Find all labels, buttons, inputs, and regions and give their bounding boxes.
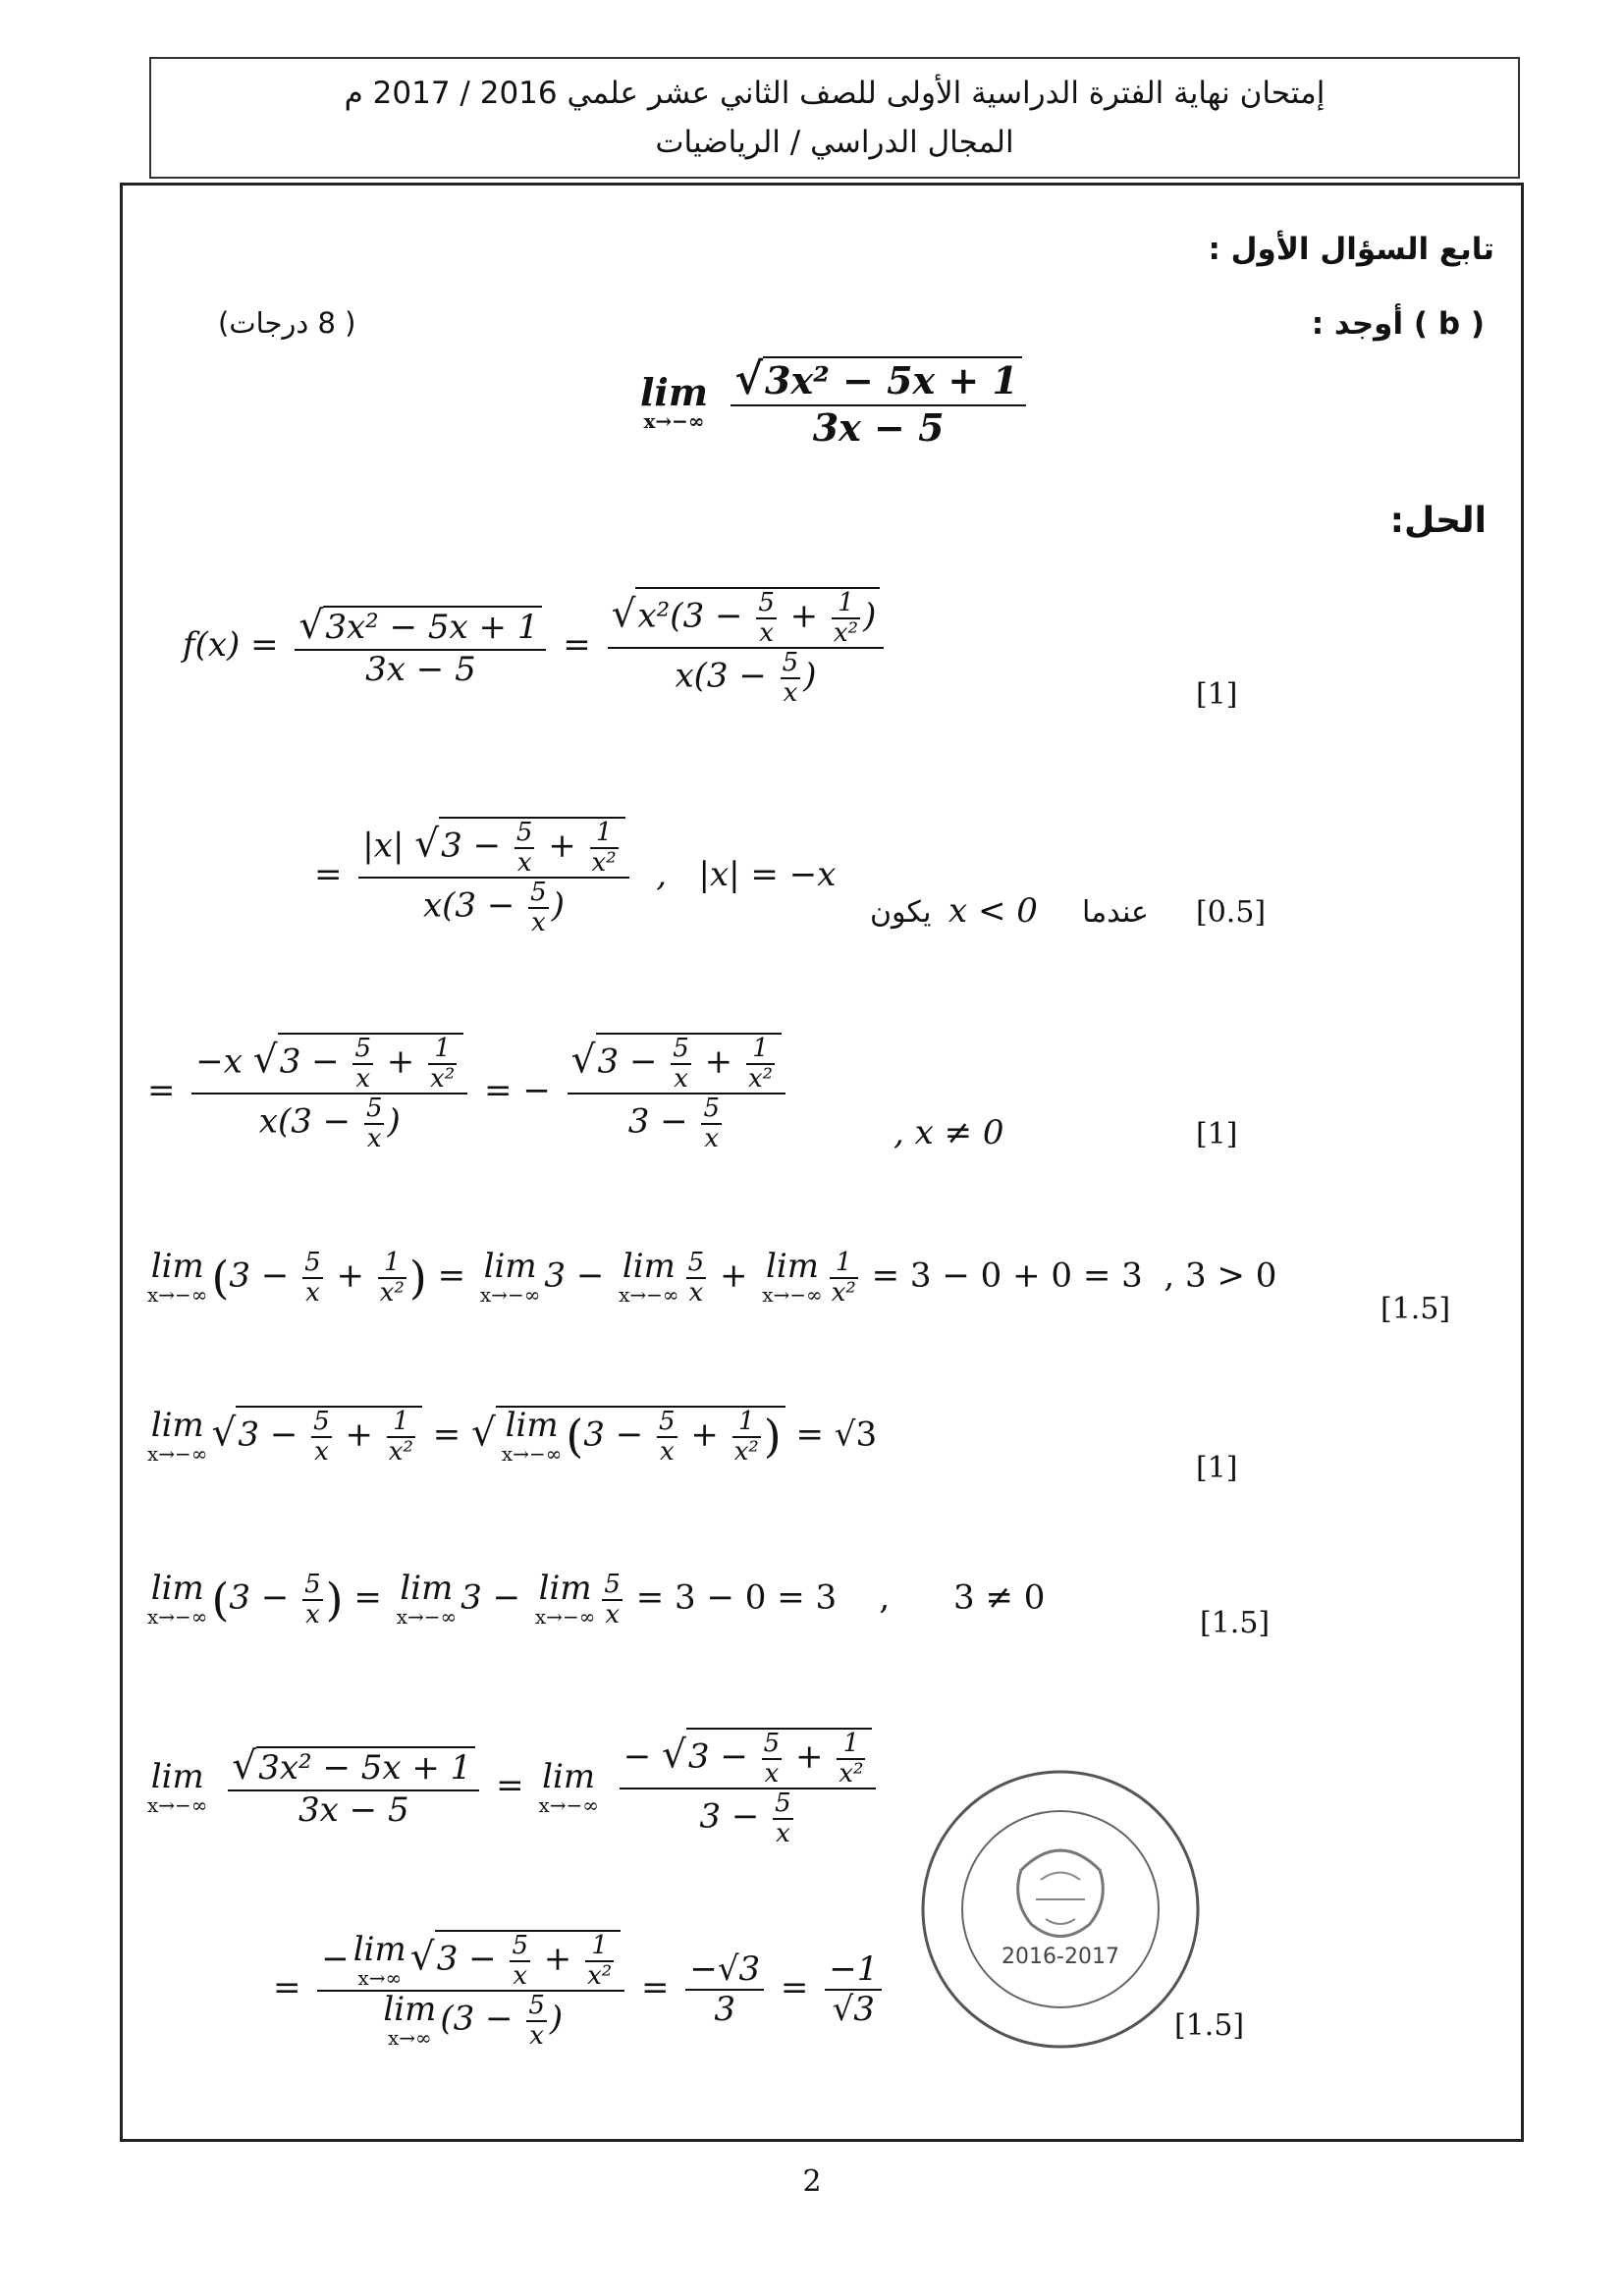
step-6-expression: lim x→−∞ (3 − $\frac{5}{x}$ ) = lim x→−∞ 3 − lim x→−∞ $\frac{5}{x}$ = 3 − 0 = 3 , 3 ≠ 0 [147, 1569, 1046, 1629]
problem-expression: lim x→−∞ $\frac{\text{√3x² − 5x + 1}}{3x - 5}$ [636, 355, 1032, 450]
step-2-condition: x < 0 [948, 891, 1038, 931]
step-7-expression: lim x→−∞ $\frac{\text{√3x² − 5x + 1}}{3x - 5}$ = lim x→−∞ − √3 − $\frac{5}{x}$ + $\frac{1}{\text{x²}}$ 3 − $\frac{5}{x}$ [143, 1728, 882, 1847]
question-part-label: ( b ) أوجد : [1311, 306, 1485, 342]
exam-title: إمتحان نهاية الفترة الدراسية الأولى للصف الثاني عشر علمي 2016 / 2017 م [344, 76, 1326, 111]
step-4-expression: lim x→−∞ (3 − $\frac{5}{x}$ + $\frac{1}{\text{x²}}$ ) = lim x→−∞ 3 − lim x→−∞ $\frac{5}{x}$ + lim x→−∞ $\frac{1}{\text{x²}}$ = 3 − 0 + 0 = 3 , 3 > 0 [147, 1247, 1277, 1308]
mark-step-4: [1.5] [1380, 1292, 1451, 1326]
step-1-expression: f(x) = $\frac{\text{√3x² − 5x + 1}}{3x - 5}$ = √x²(3 − $\frac{5}{x}$ + $\frac{1}{\text{x²}}$ ) x(3 − $\frac{5}{x}$ ) [183, 587, 890, 707]
step-3-expression: = −x √3 − $\frac{5}{x}$ + $\frac{1}{\text{x²}}$ x(3 − $\frac{5}{x}$ ) = − √3 − $\frac{5}{x}$ + $\frac{1}{\text{x²}}$ 3 − $\frac{5}{x}$ [147, 1033, 791, 1152]
step-2-then-text: يكون [870, 895, 932, 930]
answer-frame [120, 183, 1524, 2142]
page-number: 2 [802, 2164, 822, 2199]
step-5-expression: lim x→−∞ √3 − $\frac{5}{x}$ + $\frac{1}{\text{x²}}$ = √ lim x→−∞ (3 − $\frac{5}{x}$ + $\frac{1}{\text{x²}}$ ) = √3 [147, 1406, 878, 1467]
ministry-stamp [913, 1762, 1208, 2056]
step-2-expression: = |x| √3 − $\frac{5}{x}$ + $\frac{1}{\text{x²}}$ x(3 − $\frac{5}{x}$ ) , |x| = −x [314, 818, 837, 937]
step-2-when-text: عندما [1082, 895, 1149, 930]
mark-step-5: [1] [1196, 1451, 1238, 1485]
stamp-year: 2016-2017 [1001, 1945, 1119, 1969]
exam-subject: المجال الدراسي / الرياضيات [655, 125, 1014, 160]
mark-step-1: [1] [1196, 677, 1238, 712]
mark-step-6: [1.5] [1200, 1606, 1271, 1640]
step-8-expression: = − lim x→∞ √3 − $\frac{5}{x}$ + $\frac{1}{\text{x²}}$ lim x→∞ (3 − $\frac{5}{x}$ ) = $\frac{-√3}{3}$ = $\frac{-1}{√3}$ [273, 1930, 888, 2050]
mark-step-8: [1.5] [1174, 2008, 1245, 2043]
question-continuation: تابع السؤال الأول : [1208, 232, 1494, 267]
question-points: ( 8 درجات) [218, 306, 356, 340]
exam-header [149, 57, 1520, 179]
step-3-condition: , x ≠ 0 [893, 1113, 1004, 1152]
solution-label: الحل: [1389, 501, 1487, 541]
mark-step-2: [0.5] [1196, 895, 1267, 930]
mark-step-3: [1] [1196, 1117, 1238, 1151]
